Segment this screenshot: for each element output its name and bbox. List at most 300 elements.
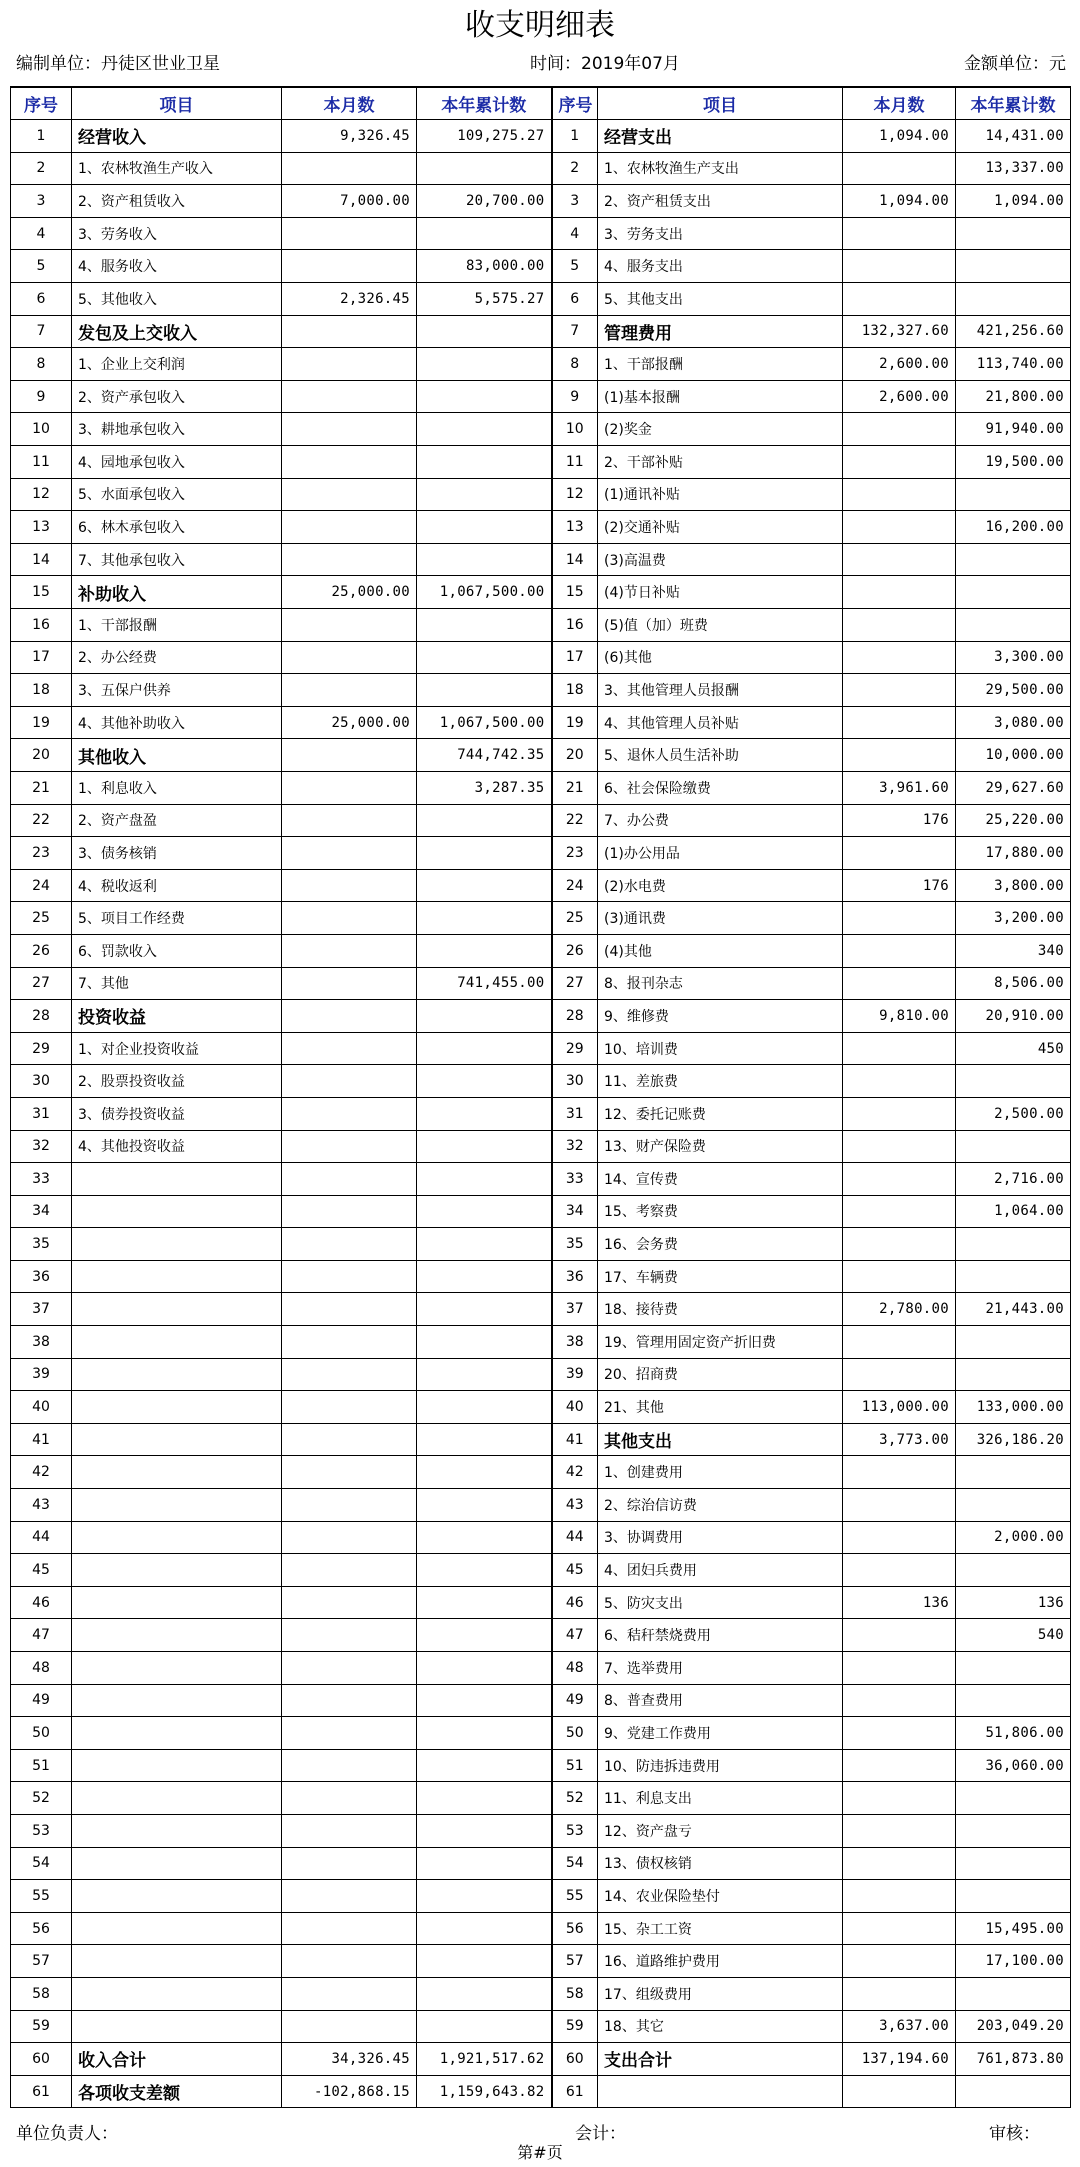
right-ytd-cell: 113,740.00 <box>956 348 1071 381</box>
right-month-cell <box>843 1977 956 2010</box>
left-no-cell: 30 <box>11 1065 72 1098</box>
left-item-cell: 3、劳务收入 <box>72 217 282 250</box>
right-ytd-cell <box>956 283 1071 316</box>
right-month-cell: 176 <box>843 804 956 837</box>
currency-unit: 金额单位：元 <box>964 54 1066 74</box>
right-ytd-cell: 36,060.00 <box>956 1749 1071 1782</box>
left-no-cell: 45 <box>11 1554 72 1587</box>
right-month-cell <box>843 1554 956 1587</box>
right-month-cell: 137,194.60 <box>843 2043 956 2076</box>
left-ytd-cell <box>417 1814 552 1847</box>
right-ytd-cell: 203,049.20 <box>956 2010 1071 2043</box>
right-month-cell: 113,000.00 <box>843 1391 956 1424</box>
left-no-cell: 42 <box>11 1456 72 1489</box>
right-ytd-cell: 15,495.00 <box>956 1912 1071 1945</box>
right-item-cell: (6)其他 <box>598 641 843 674</box>
table-row <box>11 511 1071 544</box>
right-item-cell: 15、杂工工资 <box>598 1912 843 1945</box>
left-no-cell: 34 <box>11 1195 72 1228</box>
right-item-cell: 1、干部报酬 <box>598 348 843 381</box>
right-no-cell: 58 <box>552 1977 598 2010</box>
right-item-cell: (1)基本报酬 <box>598 380 843 413</box>
right-month-cell <box>843 543 956 576</box>
left-no-cell: 18 <box>11 674 72 707</box>
right-month-cell: 9,810.00 <box>843 1000 956 1033</box>
right-item-cell: (2)交通补贴 <box>598 511 843 544</box>
right-no-cell: 33 <box>552 1163 598 1196</box>
right-item-cell: 13、财产保险费 <box>598 1130 843 1163</box>
left-no-cell: 1 <box>11 120 72 153</box>
left-month-cell <box>282 1293 417 1326</box>
right-ytd-cell: 14,431.00 <box>956 120 1071 153</box>
right-no-cell: 48 <box>552 1652 598 1685</box>
table-row <box>11 413 1071 446</box>
left-item-cell: 收入合计 <box>72 2043 282 2076</box>
left-item-cell: 2、股票投资收益 <box>72 1065 282 1098</box>
table-row <box>11 217 1071 250</box>
left-no-cell: 6 <box>11 283 72 316</box>
left-no-cell: 43 <box>11 1489 72 1522</box>
right-month-cell <box>843 152 956 185</box>
table-row <box>11 120 1071 153</box>
left-month-cell <box>282 934 417 967</box>
left-month-cell: 25,000.00 <box>282 576 417 609</box>
right-ytd-cell: 17,880.00 <box>956 837 1071 870</box>
right-no-cell: 18 <box>552 674 598 707</box>
left-month-cell <box>282 543 417 576</box>
left-month-cell <box>282 348 417 381</box>
right-ytd-cell: 25,220.00 <box>956 804 1071 837</box>
right-no-cell: 50 <box>552 1717 598 1750</box>
left-no-cell: 29 <box>11 1032 72 1065</box>
right-no-cell: 8 <box>552 348 598 381</box>
left-ytd-cell <box>417 1684 552 1717</box>
header-left-item: 项目 <box>72 87 282 120</box>
left-item-cell: 补助收入 <box>72 576 282 609</box>
right-month-cell <box>843 902 956 935</box>
left-item-cell <box>72 1391 282 1424</box>
right-ytd-cell <box>956 543 1071 576</box>
left-ytd-cell <box>417 348 552 381</box>
table-row <box>11 1423 1071 1456</box>
right-month-cell <box>843 576 956 609</box>
right-ytd-cell: 19,500.00 <box>956 446 1071 479</box>
table-row <box>11 1717 1071 1750</box>
left-ytd-cell <box>417 2010 552 2043</box>
table-row <box>11 706 1071 739</box>
right-ytd-cell <box>956 1652 1071 1685</box>
header-right-ytd: 本年累计数 <box>956 87 1071 120</box>
page-title: 收支明细表 <box>465 8 615 43</box>
left-month-cell <box>282 1032 417 1065</box>
left-month-cell <box>282 413 417 446</box>
left-item-cell <box>72 1260 282 1293</box>
right-month-cell: 3,637.00 <box>843 2010 956 2043</box>
right-ytd-cell: 16,200.00 <box>956 511 1071 544</box>
right-no-cell: 53 <box>552 1814 598 1847</box>
right-item-cell: 10、培训费 <box>598 1032 843 1065</box>
left-no-cell: 33 <box>11 1163 72 1196</box>
right-item-cell: 15、考察费 <box>598 1195 843 1228</box>
table-row <box>11 1163 1071 1196</box>
table-row <box>11 2075 1071 2108</box>
left-month-cell <box>282 869 417 902</box>
right-ytd-cell: 51,806.00 <box>956 1717 1071 1750</box>
right-month-cell <box>843 1228 956 1261</box>
right-ytd-cell <box>956 1326 1071 1359</box>
right-item-cell: 3、其他管理人员报酬 <box>598 674 843 707</box>
left-item-cell: 7、其他 <box>72 967 282 1000</box>
left-month-cell <box>282 1912 417 1945</box>
left-month-cell <box>282 1260 417 1293</box>
right-ytd-cell: 3,080.00 <box>956 706 1071 739</box>
left-ytd-cell <box>417 315 552 348</box>
table-row <box>11 1228 1071 1261</box>
table-row <box>11 1456 1071 1489</box>
right-ytd-cell: 2,500.00 <box>956 1097 1071 1130</box>
right-item-cell: 7、办公费 <box>598 804 843 837</box>
right-month-cell: 3,961.60 <box>843 771 956 804</box>
right-month-cell: 1,094.00 <box>843 185 956 218</box>
left-no-cell: 32 <box>11 1130 72 1163</box>
right-month-cell <box>843 1814 956 1847</box>
header-left-month: 本月数 <box>282 87 417 120</box>
table-row <box>11 1489 1071 1522</box>
left-no-cell: 41 <box>11 1423 72 1456</box>
left-item-cell: 4、其他投资收益 <box>72 1130 282 1163</box>
right-item-cell <box>598 2075 843 2108</box>
left-no-cell: 55 <box>11 1880 72 1913</box>
left-month-cell <box>282 217 417 250</box>
right-ytd-cell <box>956 1260 1071 1293</box>
page-number: 第#页 <box>517 2143 563 2162</box>
right-no-cell: 57 <box>552 1945 598 1978</box>
right-month-cell <box>843 1847 956 1880</box>
left-item-cell <box>72 1293 282 1326</box>
right-month-cell <box>843 1065 956 1098</box>
right-no-cell: 1 <box>552 120 598 153</box>
right-ytd-cell <box>956 1130 1071 1163</box>
right-month-cell <box>843 478 956 511</box>
left-month-cell <box>282 250 417 283</box>
right-item-cell: 支出合计 <box>598 2043 843 2076</box>
right-no-cell: 20 <box>552 739 598 772</box>
left-no-cell: 60 <box>11 2043 72 2076</box>
right-item-cell: 5、其他支出 <box>598 283 843 316</box>
right-no-cell: 13 <box>552 511 598 544</box>
right-no-cell: 4 <box>552 217 598 250</box>
left-month-cell <box>282 1749 417 1782</box>
right-item-cell: 20、招商费 <box>598 1358 843 1391</box>
right-item-cell: 8、报刊杂志 <box>598 967 843 1000</box>
left-item-cell <box>72 1619 282 1652</box>
right-no-cell: 51 <box>552 1749 598 1782</box>
header-row <box>11 87 1071 120</box>
right-month-cell <box>843 706 956 739</box>
right-no-cell: 30 <box>552 1065 598 1098</box>
left-no-cell: 27 <box>11 967 72 1000</box>
table-row <box>11 1847 1071 1880</box>
left-month-cell <box>282 1619 417 1652</box>
right-item-cell: (1)通讯补贴 <box>598 478 843 511</box>
right-ytd-cell: 340 <box>956 934 1071 967</box>
right-month-cell: 132,327.60 <box>843 315 956 348</box>
left-ytd-cell: 744,742.35 <box>417 739 552 772</box>
right-month-cell: 2,600.00 <box>843 380 956 413</box>
left-month-cell <box>282 1521 417 1554</box>
right-month-cell <box>843 1521 956 1554</box>
right-month-cell <box>843 1912 956 1945</box>
left-month-cell <box>282 1489 417 1522</box>
right-ytd-cell: 136 <box>956 1586 1071 1619</box>
left-month-cell <box>282 1391 417 1424</box>
right-item-cell: 17、车辆费 <box>598 1260 843 1293</box>
left-month-cell <box>282 771 417 804</box>
right-month-cell <box>843 1684 956 1717</box>
left-item-cell: 各项收支差额 <box>72 2075 282 2108</box>
left-item-cell <box>72 1358 282 1391</box>
table-row <box>11 1554 1071 1587</box>
table-row <box>11 967 1071 1000</box>
right-month-cell <box>843 609 956 642</box>
right-ytd-cell <box>956 1880 1071 1913</box>
table-row <box>11 1945 1071 1978</box>
right-ytd-cell: 91,940.00 <box>956 413 1071 446</box>
right-ytd-cell <box>956 1456 1071 1489</box>
right-no-cell: 39 <box>552 1358 598 1391</box>
right-item-cell: 18、接待费 <box>598 1293 843 1326</box>
right-item-cell: 16、会务费 <box>598 1228 843 1261</box>
left-no-cell: 22 <box>11 804 72 837</box>
left-no-cell: 28 <box>11 1000 72 1033</box>
right-no-cell: 35 <box>552 1228 598 1261</box>
left-no-cell: 12 <box>11 478 72 511</box>
left-ytd-cell: 83,000.00 <box>417 250 552 283</box>
left-month-cell <box>282 2010 417 2043</box>
reviewer-label: 审核： <box>989 2124 1040 2144</box>
right-ytd-cell: 13,337.00 <box>956 152 1071 185</box>
right-item-cell: 2、资产租赁支出 <box>598 185 843 218</box>
right-item-cell: 4、团妇兵费用 <box>598 1554 843 1587</box>
left-month-cell <box>282 1326 417 1359</box>
right-ytd-cell: 1,064.00 <box>956 1195 1071 1228</box>
right-item-cell: 2、干部补贴 <box>598 446 843 479</box>
left-month-cell <box>282 609 417 642</box>
right-no-cell: 59 <box>552 2010 598 2043</box>
header-right-item: 项目 <box>598 87 843 120</box>
left-month-cell <box>282 1065 417 1098</box>
right-no-cell: 17 <box>552 641 598 674</box>
right-item-cell: (4)节日补贴 <box>598 576 843 609</box>
left-month-cell <box>282 1456 417 1489</box>
table-row <box>11 1977 1071 2010</box>
right-item-cell: 管理费用 <box>598 315 843 348</box>
left-ytd-cell <box>417 1195 552 1228</box>
right-ytd-cell: 21,443.00 <box>956 1293 1071 1326</box>
right-ytd-cell: 3,300.00 <box>956 641 1071 674</box>
left-month-cell <box>282 739 417 772</box>
left-no-cell: 39 <box>11 1358 72 1391</box>
left-ytd-cell: 5,575.27 <box>417 283 552 316</box>
accountant-label: 会计： <box>575 2124 626 2144</box>
left-item-cell: 1、干部报酬 <box>72 609 282 642</box>
left-ytd-cell: 1,067,500.00 <box>417 576 552 609</box>
right-item-cell: 21、其他 <box>598 1391 843 1424</box>
left-ytd-cell <box>417 380 552 413</box>
left-month-cell <box>282 315 417 348</box>
table-row <box>11 739 1071 772</box>
right-month-cell <box>843 837 956 870</box>
right-no-cell: 7 <box>552 315 598 348</box>
right-no-cell: 54 <box>552 1847 598 1880</box>
left-item-cell: 4、税收返利 <box>72 869 282 902</box>
left-ytd-cell <box>417 1130 552 1163</box>
left-ytd-cell <box>417 1326 552 1359</box>
right-no-cell: 49 <box>552 1684 598 1717</box>
right-month-cell <box>843 1782 956 1815</box>
right-month-cell <box>843 446 956 479</box>
header-right-no: 序号 <box>552 87 598 120</box>
left-ytd-cell <box>417 1847 552 1880</box>
left-ytd-cell <box>417 902 552 935</box>
left-month-cell <box>282 902 417 935</box>
right-no-cell: 27 <box>552 967 598 1000</box>
left-month-cell <box>282 1684 417 1717</box>
left-item-cell <box>72 1489 282 1522</box>
right-month-cell <box>843 1358 956 1391</box>
left-month-cell <box>282 1000 417 1033</box>
table-row <box>11 1814 1071 1847</box>
left-item-cell: 1、对企业投资收益 <box>72 1032 282 1065</box>
right-ytd-cell: 3,800.00 <box>956 869 1071 902</box>
left-month-cell: 2,326.45 <box>282 283 417 316</box>
left-no-cell: 54 <box>11 1847 72 1880</box>
right-month-cell <box>843 739 956 772</box>
left-item-cell: 3、债务核销 <box>72 837 282 870</box>
right-item-cell: 3、协调费用 <box>598 1521 843 1554</box>
right-no-cell: 34 <box>552 1195 598 1228</box>
left-ytd-cell <box>417 1358 552 1391</box>
left-no-cell: 21 <box>11 771 72 804</box>
left-month-cell <box>282 1652 417 1685</box>
left-item-cell <box>72 1228 282 1261</box>
right-ytd-cell <box>956 1489 1071 1522</box>
left-month-cell <box>282 152 417 185</box>
table-row <box>11 902 1071 935</box>
right-no-cell: 10 <box>552 413 598 446</box>
table-row <box>11 283 1071 316</box>
right-no-cell: 32 <box>552 1130 598 1163</box>
left-item-cell: 其他收入 <box>72 739 282 772</box>
right-item-cell: 19、管理用固定资产折旧费 <box>598 1326 843 1359</box>
right-no-cell: 38 <box>552 1326 598 1359</box>
left-ytd-cell <box>417 1945 552 1978</box>
left-month-cell <box>282 1717 417 1750</box>
responsible-label: 单位负责人： <box>16 2124 118 2144</box>
right-ytd-cell: 3,200.00 <box>956 902 1071 935</box>
left-no-cell: 52 <box>11 1782 72 1815</box>
table-row <box>11 837 1071 870</box>
right-ytd-cell <box>956 1358 1071 1391</box>
left-item-cell: 发包及上交收入 <box>72 315 282 348</box>
left-no-cell: 48 <box>11 1652 72 1685</box>
left-no-cell: 26 <box>11 934 72 967</box>
left-ytd-cell <box>417 217 552 250</box>
left-ytd-cell <box>417 1749 552 1782</box>
left-item-cell <box>72 1195 282 1228</box>
left-no-cell: 35 <box>11 1228 72 1261</box>
left-ytd-cell <box>417 1554 552 1587</box>
right-item-cell: (1)办公用品 <box>598 837 843 870</box>
left-ytd-cell: 3,287.35 <box>417 771 552 804</box>
right-no-cell: 45 <box>552 1554 598 1587</box>
table-row <box>11 185 1071 218</box>
right-item-cell: 4、服务支出 <box>598 250 843 283</box>
right-item-cell: 6、秸秆禁烧费用 <box>598 1619 843 1652</box>
right-month-cell <box>843 1749 956 1782</box>
left-ytd-cell <box>417 413 552 446</box>
left-month-cell <box>282 674 417 707</box>
left-ytd-cell <box>417 1619 552 1652</box>
right-month-cell <box>843 1489 956 1522</box>
left-no-cell: 58 <box>11 1977 72 2010</box>
right-item-cell: 14、宣传费 <box>598 1163 843 1196</box>
left-no-cell: 8 <box>11 348 72 381</box>
header-left-no: 序号 <box>11 87 72 120</box>
right-item-cell: 5、防灾支出 <box>598 1586 843 1619</box>
left-no-cell: 59 <box>11 2010 72 2043</box>
table-row <box>11 446 1071 479</box>
left-month-cell: 7,000.00 <box>282 185 417 218</box>
left-no-cell: 51 <box>11 1749 72 1782</box>
left-month-cell <box>282 380 417 413</box>
table-row <box>11 1912 1071 1945</box>
left-item-cell: 2、办公经费 <box>72 641 282 674</box>
left-ytd-cell: 109,275.27 <box>417 120 552 153</box>
right-no-cell: 21 <box>552 771 598 804</box>
right-ytd-cell: 29,627.60 <box>956 771 1071 804</box>
left-no-cell: 13 <box>11 511 72 544</box>
right-no-cell: 15 <box>552 576 598 609</box>
left-item-cell: 7、其他承包收入 <box>72 543 282 576</box>
right-ytd-cell <box>956 1814 1071 1847</box>
right-no-cell: 55 <box>552 1880 598 1913</box>
table-row <box>11 348 1071 381</box>
left-month-cell <box>282 1195 417 1228</box>
right-no-cell: 36 <box>552 1260 598 1293</box>
right-month-cell <box>843 1326 956 1359</box>
left-ytd-cell <box>417 1489 552 1522</box>
left-no-cell: 17 <box>11 641 72 674</box>
right-month-cell <box>843 641 956 674</box>
table-row <box>11 1749 1071 1782</box>
left-no-cell: 56 <box>11 1912 72 1945</box>
left-ytd-cell <box>417 1097 552 1130</box>
table-row <box>11 1000 1071 1033</box>
left-item-cell <box>72 1554 282 1587</box>
header-left-ytd: 本年累计数 <box>417 87 552 120</box>
right-item-cell: (3)高温费 <box>598 543 843 576</box>
left-month-cell <box>282 1586 417 1619</box>
right-no-cell: 25 <box>552 902 598 935</box>
income-expense-table <box>10 86 1071 2108</box>
left-no-cell: 20 <box>11 739 72 772</box>
table-row <box>11 2010 1071 2043</box>
right-month-cell: 2,600.00 <box>843 348 956 381</box>
right-no-cell: 31 <box>552 1097 598 1130</box>
left-no-cell: 14 <box>11 543 72 576</box>
right-no-cell: 16 <box>552 609 598 642</box>
